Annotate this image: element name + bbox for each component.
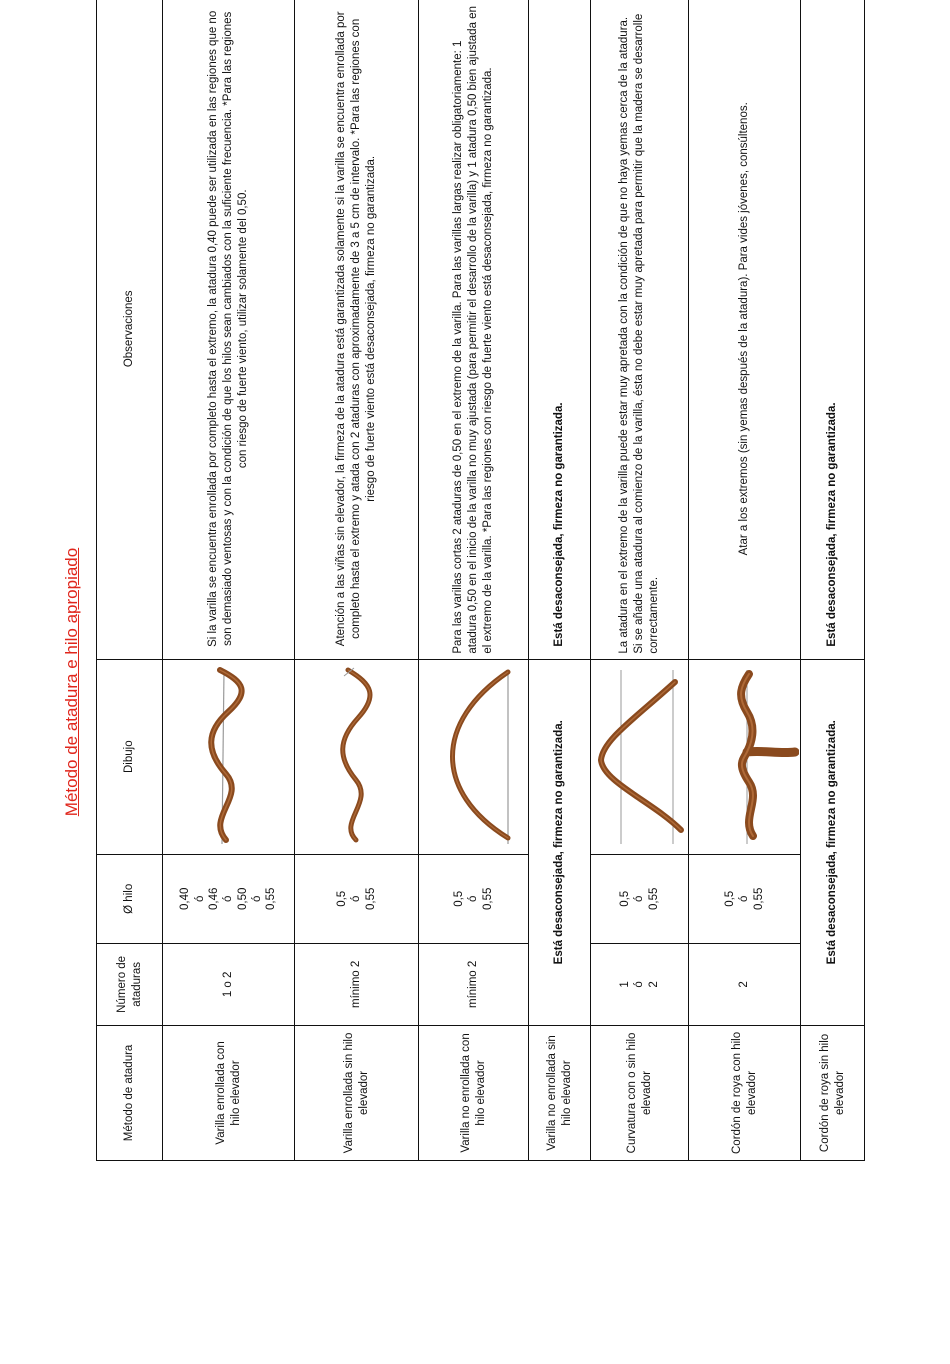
hilo-value: ó bbox=[222, 895, 235, 902]
header-count: Número de ataduras bbox=[97, 943, 163, 1025]
hilo-value: 0,55 bbox=[481, 887, 494, 910]
count-cell bbox=[689, 943, 801, 1025]
hilo-value: 0,55 bbox=[647, 887, 660, 910]
hilo-value: ó bbox=[193, 895, 206, 902]
hilo-value: ó bbox=[738, 895, 751, 902]
hilo-cell bbox=[419, 854, 529, 943]
hilo-value: 0,55 bbox=[752, 887, 765, 910]
observations-cell: La atadura en el extremo de la varilla puede estar muy apretada con la condición de que no haya yemas cerca de la atadura. Si se añade una atadura al comienzo de la varilla, ésta no debe estar muy apretada para permitir que la madera se desarrolle correctamente. bbox=[591, 0, 689, 659]
method-cell: Varilla enrollada con hilo elevador bbox=[163, 1025, 295, 1160]
count-value: 1 o 2 bbox=[222, 971, 235, 998]
hilo-value: 0,50 bbox=[236, 887, 249, 910]
table-row bbox=[419, 0, 529, 1161]
observations-cell: Atar a los extremos (sin yemas después de la atadura). Para vides jóvenes, consúltenos. bbox=[689, 0, 801, 659]
hilo-value: ó bbox=[467, 895, 480, 902]
observations-cell: Atención a las viñas sin elevador, la firmeza de la atadura está garantizada solamente si la varilla se encuentra enrollada por completo hasta el extremo y atada con 2 ataduras con aproximadamente de 3 a 5 cm de intervalo. *Para las regiones con riesgo de fuerte viento está desaconsejada, firmeza no garantizada. bbox=[295, 0, 419, 659]
method-cell: Varilla enrollada sin hilo elevador bbox=[295, 1025, 419, 1160]
count-value: ó bbox=[633, 981, 646, 988]
count-cell bbox=[591, 943, 689, 1025]
cordon-drawing bbox=[691, 662, 799, 852]
observations-cell: Si la varilla se encuentra enrollada por completo hasta el extremo, la atadura 0,40 puede ser utilizada en las regiones que no son demasiado ventosas y con la condición de que los hilos sean cambiados con la suficiente frecuencia. *Para las regiones con riesgo de fuerte viento, utilizar solamente del 0,50. bbox=[163, 0, 295, 659]
hilo-value: ó bbox=[350, 895, 363, 902]
drawing-cell bbox=[163, 659, 295, 854]
table-row bbox=[295, 0, 419, 1161]
method-cell: Varilla no enrollada con hilo elevador bbox=[419, 1025, 529, 1160]
curved-cane-drawing bbox=[593, 662, 687, 852]
drawing-cell bbox=[295, 659, 419, 854]
header-row bbox=[97, 0, 163, 1161]
table-row bbox=[163, 0, 295, 1161]
observations-cell: Está desaconsejada, firmeza no garantizada. bbox=[801, 0, 865, 659]
hilo-cell bbox=[689, 854, 801, 943]
hilo-value: 0,40 bbox=[179, 887, 192, 910]
wrapped-cane-drawing bbox=[166, 662, 292, 852]
hilo-value: 0,5 bbox=[452, 890, 465, 907]
observations-cell: Está desaconsejada, firmeza no garantizada. bbox=[529, 0, 591, 659]
method-cell: Cordón de roya con hilo elevador bbox=[689, 1025, 801, 1160]
hilo-value: 0,55 bbox=[364, 887, 377, 910]
hilo-value: 0,5 bbox=[723, 890, 736, 907]
method-cell: Varilla no enrollada sin hilo elevador bbox=[529, 1025, 591, 1160]
table-row bbox=[689, 0, 801, 1161]
hilo-value: 0,46 bbox=[207, 887, 220, 910]
hilo-cell bbox=[591, 854, 689, 943]
method-cell: Cordón de roya sin hilo elevador bbox=[801, 1025, 865, 1160]
unwrapped-cane-drawing bbox=[422, 662, 526, 852]
hilo-value: 0,5 bbox=[335, 890, 348, 907]
header-observations: Observaciones bbox=[97, 0, 163, 659]
hilo-value: ó bbox=[251, 895, 264, 902]
drawing-cell bbox=[689, 659, 801, 854]
hilo-value: 0,5 bbox=[618, 890, 631, 907]
count-value: 2 bbox=[738, 981, 751, 988]
observations-cell: Para las varillas cortas 2 ataduras de 0,50 en el extremo de la varilla. Para las varillas largas realizar obligatoriamente: 1 atadura 0,50 en el inicio de la varilla no muy ajustada (para permitir el desarrollo de la varilla) y 1 atadura 0,50 bien ajustada en el extremo de la varilla. *Para las regiones con riesgo de fuerte viento está desaconsejada, firmeza no garantizada. bbox=[419, 0, 529, 659]
count-value: mínimo 2 bbox=[467, 960, 480, 1009]
document-title: Método de atadura e hilo apropiado bbox=[62, 547, 81, 817]
merged-note-cell: Está desaconsejada, firmeza no garantizada. bbox=[529, 659, 591, 1025]
method-cell: Curvatura con o sin hilo elevador bbox=[591, 1025, 689, 1160]
count-value: 1 bbox=[618, 981, 631, 988]
header-hilo: Ø hilo bbox=[97, 854, 163, 943]
table-row bbox=[591, 0, 689, 1161]
header-drawing: Dibujo bbox=[97, 659, 163, 854]
drawing-cell bbox=[591, 659, 689, 854]
hilo-cell bbox=[163, 854, 295, 943]
tying-methods-table bbox=[96, 0, 865, 1161]
hilo-value: 0,55 bbox=[265, 887, 278, 910]
table-row bbox=[801, 0, 865, 1161]
table-row bbox=[529, 0, 591, 1161]
hilo-value: ó bbox=[633, 895, 646, 902]
merged-note-cell: Está desaconsejada, firmeza no garantizada. bbox=[801, 659, 865, 1025]
hilo-cell bbox=[295, 854, 419, 943]
count-cell bbox=[163, 943, 295, 1025]
count-value: 2 bbox=[647, 981, 660, 988]
wrapped-cane-no-lift-drawing bbox=[298, 662, 416, 852]
count-value: mínimo 2 bbox=[350, 960, 363, 1009]
count-cell bbox=[295, 943, 419, 1025]
drawing-cell bbox=[419, 659, 529, 854]
count-cell bbox=[419, 943, 529, 1025]
header-method: Método de atadura bbox=[97, 1025, 163, 1160]
